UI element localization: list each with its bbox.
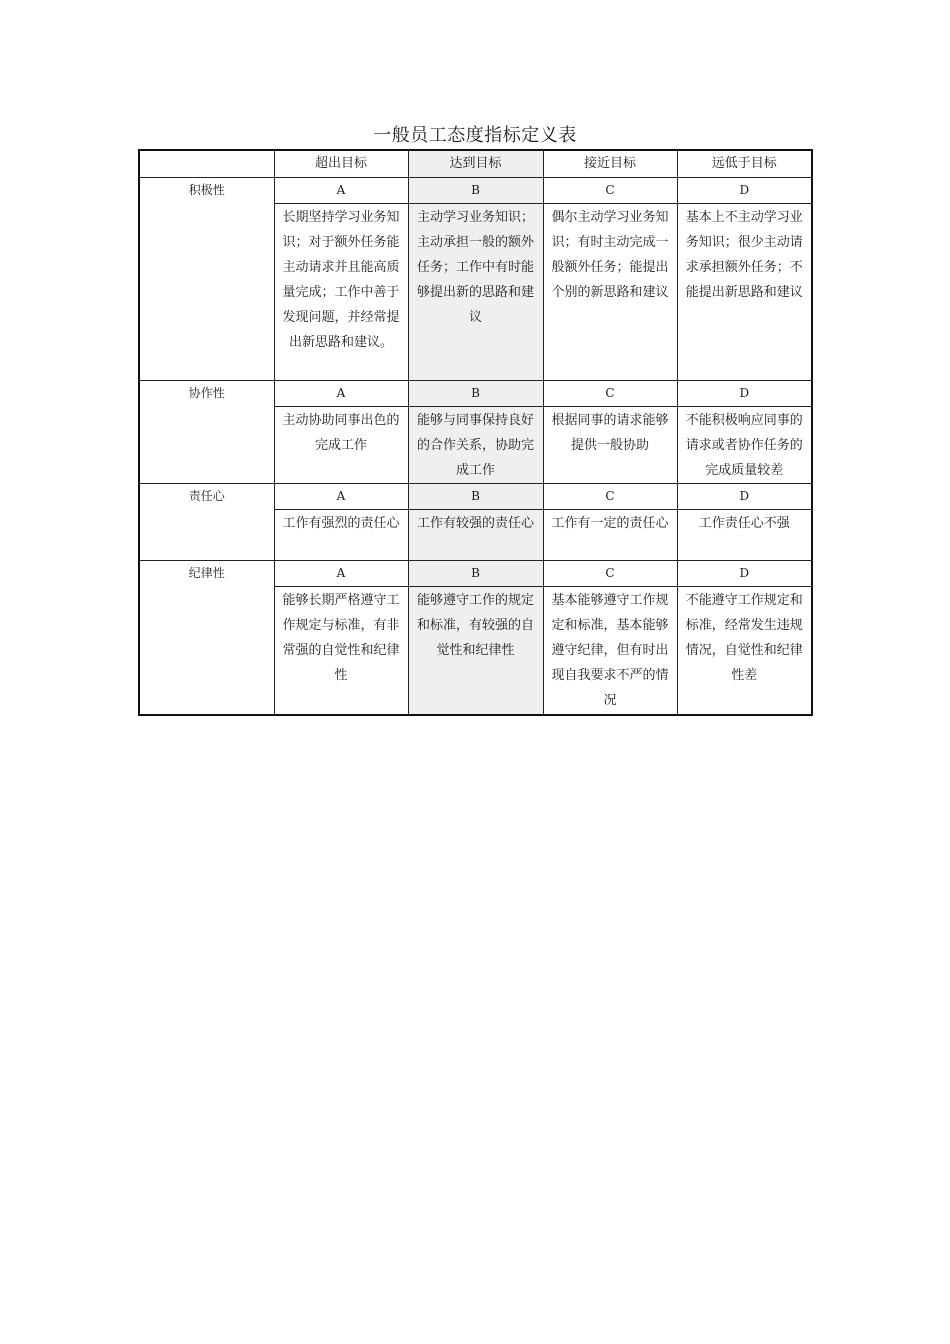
grade-cell-b: B (408, 178, 543, 204)
row-label-discipline: 纪律性 (139, 561, 274, 716)
grade-cell-b: B (408, 561, 543, 587)
description-cell-a: 主动协助同事出色的完成工作 (274, 407, 408, 484)
header-cell-meets-target: 达到目标 (408, 150, 543, 178)
grade-cell-d: D (677, 484, 812, 510)
grade-cell-a: A (274, 381, 408, 407)
header-cell-far-below-target: 远低于目标 (677, 150, 812, 178)
grade-cell-c: C (543, 381, 677, 407)
row-label-responsibility: 责任心 (139, 484, 274, 561)
description-cell-c: 根据同事的请求能够提供一般协助 (543, 407, 677, 484)
grade-cell-d: D (677, 561, 812, 587)
grade-cell-c: C (543, 178, 677, 204)
grade-cell-b: B (408, 381, 543, 407)
description-cell-c: 工作有一定的责任心 (543, 510, 677, 561)
document-title: 一般员工态度指标定义表 (373, 125, 577, 146)
grade-cell-c: C (543, 484, 677, 510)
description-cell-a: 能够长期严格遵守工作规定与标准，有非常强的自觉性和纪律性 (274, 587, 408, 716)
description-cell-d: 工作责任心不强 (677, 510, 812, 561)
description-cell-c: 基本能够遵守工作规定和标准，基本能够遵守纪律，但有时出现自我要求不严的情况 (543, 587, 677, 716)
description-cell-b: 工作有较强的责任心 (408, 510, 543, 561)
grade-row (139, 484, 812, 510)
grade-cell-a: A (274, 561, 408, 587)
description-cell-d: 不能积极响应同事的请求或者协作任务的完成质量较差 (677, 407, 812, 484)
description-cell-b: 能够遵守工作的规定和标准，有较强的自觉性和纪律性 (408, 587, 543, 716)
grade-row (139, 381, 812, 407)
grade-row (139, 178, 812, 204)
grade-cell-a: A (274, 178, 408, 204)
description-cell-b: 能够与同事保持良好的合作关系，协助完成工作 (408, 407, 543, 484)
grade-row (139, 561, 812, 587)
description-cell-b: 主动学习业务知识；主动承担一般的额外任务；工作中有时能够提出新的思路和建议 (408, 204, 543, 381)
attitude-definition-table (138, 149, 813, 716)
grade-cell-d: D (677, 381, 812, 407)
header-cell-exceeds-target: 超出目标 (274, 150, 408, 178)
description-cell-d: 不能遵守工作规定和标准，经常发生违规情况，自觉性和纪律性差 (677, 587, 812, 716)
description-cell-a: 工作有强烈的责任心 (274, 510, 408, 561)
header-cell-blank (139, 150, 274, 178)
row-label-cooperation: 协作性 (139, 381, 274, 484)
description-cell-a: 长期坚持学习业务知识；对于额外任务能主动请求并且能高质量完成；工作中善于发现问题，并经常提出新思路和建议。 (274, 204, 408, 381)
header-cell-near-target: 接近目标 (543, 150, 677, 178)
description-cell-c: 偶尔主动学习业务知识；有时主动完成一般额外任务；能提出个别的新思路和建议 (543, 204, 677, 381)
row-label-initiative: 积极性 (139, 178, 274, 381)
header-row (139, 150, 812, 178)
grade-cell-d: D (677, 178, 812, 204)
description-cell-d: 基本上不主动学习业务知识；很少主动请求承担额外任务；不能提出新思路和建议 (677, 204, 812, 381)
grade-cell-b: B (408, 484, 543, 510)
grade-cell-c: C (543, 561, 677, 587)
grade-cell-a: A (274, 484, 408, 510)
